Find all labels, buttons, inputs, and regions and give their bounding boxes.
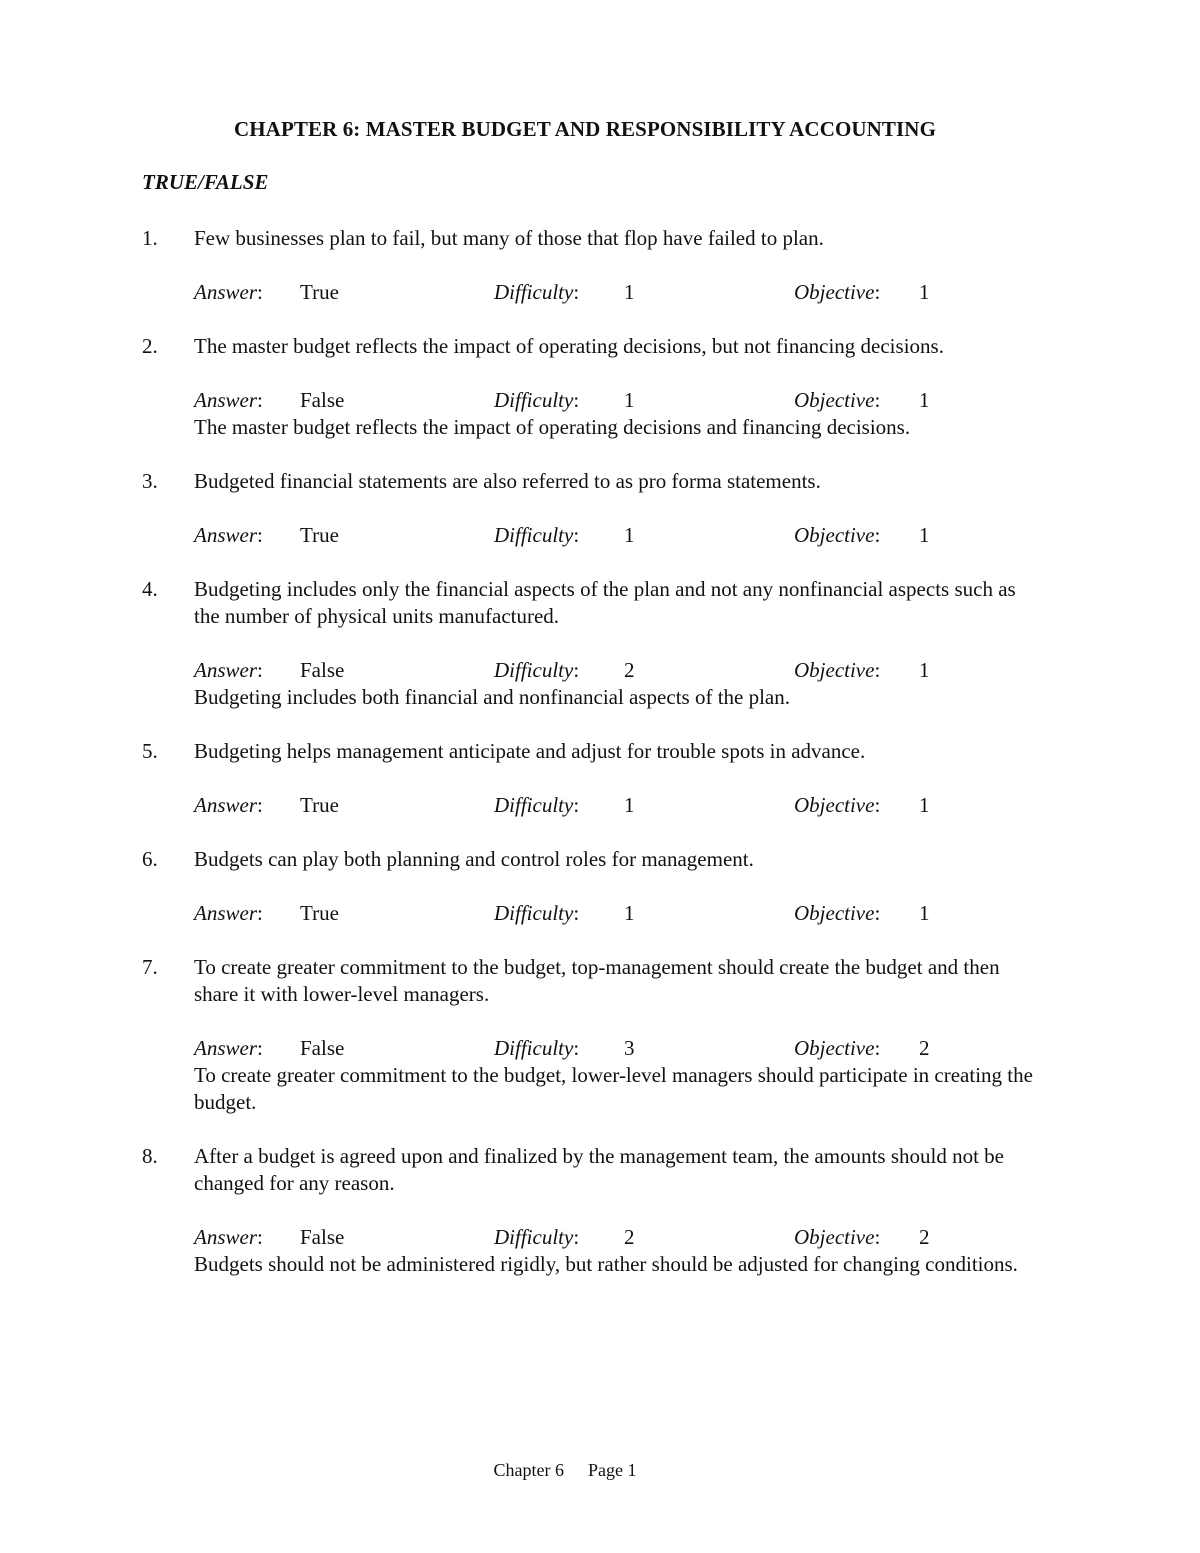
answer-meta-row: Answer: True Difficulty: 1 Objective: 1 — [194, 793, 930, 817]
question-number: 1. — [142, 226, 158, 250]
question-item — [0, 1143, 1034, 1278]
objective-value: 1 — [919, 658, 930, 682]
objective-value: 1 — [919, 280, 930, 304]
answer-meta-row: Answer: True Difficulty: 1 Objective: 1 — [194, 280, 930, 304]
difficulty-value: 1 — [624, 901, 635, 925]
question-text: Budgets can play both planning and control roles for management. — [194, 847, 754, 871]
answer-meta-row: Answer: True Difficulty: 1 Objective: 1 — [194, 523, 930, 547]
objective-value: 1 — [919, 901, 930, 925]
answer-label: Answer — [194, 523, 257, 547]
answer-meta-row: Answer: False Difficulty: 3 Objective: 2 — [194, 1036, 930, 1060]
difficulty-value: 1 — [624, 793, 635, 817]
difficulty-label: Difficulty — [494, 388, 574, 412]
answer-meta-row: Answer: False Difficulty: 1 Objective: 1 — [194, 388, 930, 412]
objective-label: Objective — [794, 901, 875, 925]
difficulty-label: Difficulty — [494, 793, 574, 817]
answer-value: False — [300, 658, 345, 682]
footer-chapter: Chapter 6 — [493, 1460, 564, 1480]
objective-value: 2 — [919, 1036, 930, 1060]
question-text: The master budget reflects the impact of operating decisions, but not financing decisions. — [194, 334, 944, 358]
objective-label: Objective — [794, 658, 875, 682]
question-number: 6. — [142, 847, 158, 871]
answer-explanation: The master budget reflects the impact of operating decisions and financing decisions. — [194, 415, 911, 439]
answer-label: Answer — [194, 901, 257, 925]
answer-meta-row: Answer: False Difficulty: 2 Objective: 1 — [194, 658, 930, 682]
answer-explanation: To create greater commitment to the budget, lower-level managers should participate in creating the budget. — [194, 1063, 1033, 1114]
question-item — [0, 954, 1034, 1116]
question-item — [0, 846, 1034, 927]
answer-value: True — [300, 793, 339, 817]
difficulty-label: Difficulty — [494, 1036, 574, 1060]
answer-label: Answer — [194, 280, 257, 304]
answer-value: True — [300, 280, 339, 304]
objective-label: Objective — [794, 1036, 875, 1060]
question-text: Few businesses plan to fail, but many of those that flop have failed to plan. — [194, 226, 824, 250]
difficulty-value: 3 — [624, 1036, 635, 1060]
difficulty-label: Difficulty — [494, 280, 574, 304]
question-item — [0, 333, 1034, 441]
question-item — [0, 468, 1034, 549]
objective-label: Objective — [794, 793, 875, 817]
objective-label: Objective — [794, 388, 875, 412]
question-item — [0, 225, 1034, 306]
objective-label: Objective — [794, 523, 875, 547]
question-text: Budgeting includes only the financial aspects of the plan and not any nonfinancial aspects such as the number of physical units manufactured. — [194, 577, 1016, 628]
objective-value: 1 — [919, 523, 930, 547]
objective-value: 2 — [919, 1225, 930, 1249]
question-text: Budgeted financial statements are also referred to as pro forma statements. — [194, 469, 821, 493]
difficulty-value: 2 — [624, 658, 635, 682]
question-number: 8. — [142, 1144, 158, 1168]
answer-label: Answer — [194, 388, 257, 412]
question-text: Budgeting helps management anticipate and adjust for trouble spots in advance. — [194, 739, 866, 763]
difficulty-label: Difficulty — [494, 658, 574, 682]
difficulty-value: 1 — [624, 523, 635, 547]
answer-value: False — [300, 388, 345, 412]
question-item — [0, 738, 1034, 819]
question-text: After a budget is agreed upon and finalized by the management team, the amounts should not be changed for any reason. — [194, 1144, 1005, 1195]
chapter-title: CHAPTER 6: MASTER BUDGET AND RESPONSIBILITY ACCOUNTING — [233, 117, 937, 141]
answer-label: Answer — [194, 1225, 257, 1249]
answer-value: True — [300, 523, 339, 547]
difficulty-value: 1 — [624, 280, 635, 304]
difficulty-label: Difficulty — [494, 901, 574, 925]
page-footer — [0, 1460, 1130, 1481]
objective-label: Objective — [794, 1225, 875, 1249]
question-number: 7. — [142, 955, 158, 979]
question-number: 5. — [142, 739, 158, 763]
answer-label: Answer — [194, 793, 257, 817]
difficulty-value: 2 — [624, 1225, 635, 1249]
answer-label: Answer — [194, 1036, 257, 1060]
difficulty-label: Difficulty — [494, 523, 574, 547]
answer-value: False — [300, 1036, 345, 1060]
question-item — [0, 576, 1034, 711]
difficulty-value: 1 — [624, 388, 635, 412]
question-number: 3. — [142, 469, 158, 493]
question-number: 2. — [142, 334, 158, 358]
answer-meta-row: Answer: True Difficulty: 1 Objective: 1 — [194, 901, 930, 925]
question-list — [0, 225, 1200, 1305]
answer-meta-row: Answer: False Difficulty: 2 Objective: 2 — [194, 1225, 930, 1249]
answer-value: False — [300, 1225, 345, 1249]
footer-page-number: Page 1 — [587, 1460, 637, 1480]
question-text: To create greater commitment to the budget, top-management should create the budget and then share it with lower-level managers. — [194, 955, 1000, 1006]
difficulty-label: Difficulty — [494, 1225, 574, 1249]
objective-value: 1 — [919, 793, 930, 817]
objective-value: 1 — [919, 388, 930, 412]
answer-explanation: Budgets should not be administered rigidly, but rather should be adjusted for changing conditions. — [194, 1252, 1018, 1276]
answer-label: Answer — [194, 658, 257, 682]
answer-value: True — [300, 901, 339, 925]
answer-explanation: Budgeting includes both financial and nonfinancial aspects of the plan. — [194, 685, 790, 709]
question-number: 4. — [142, 577, 158, 601]
section-heading: TRUE/FALSE — [142, 170, 269, 194]
objective-label: Objective — [794, 280, 875, 304]
